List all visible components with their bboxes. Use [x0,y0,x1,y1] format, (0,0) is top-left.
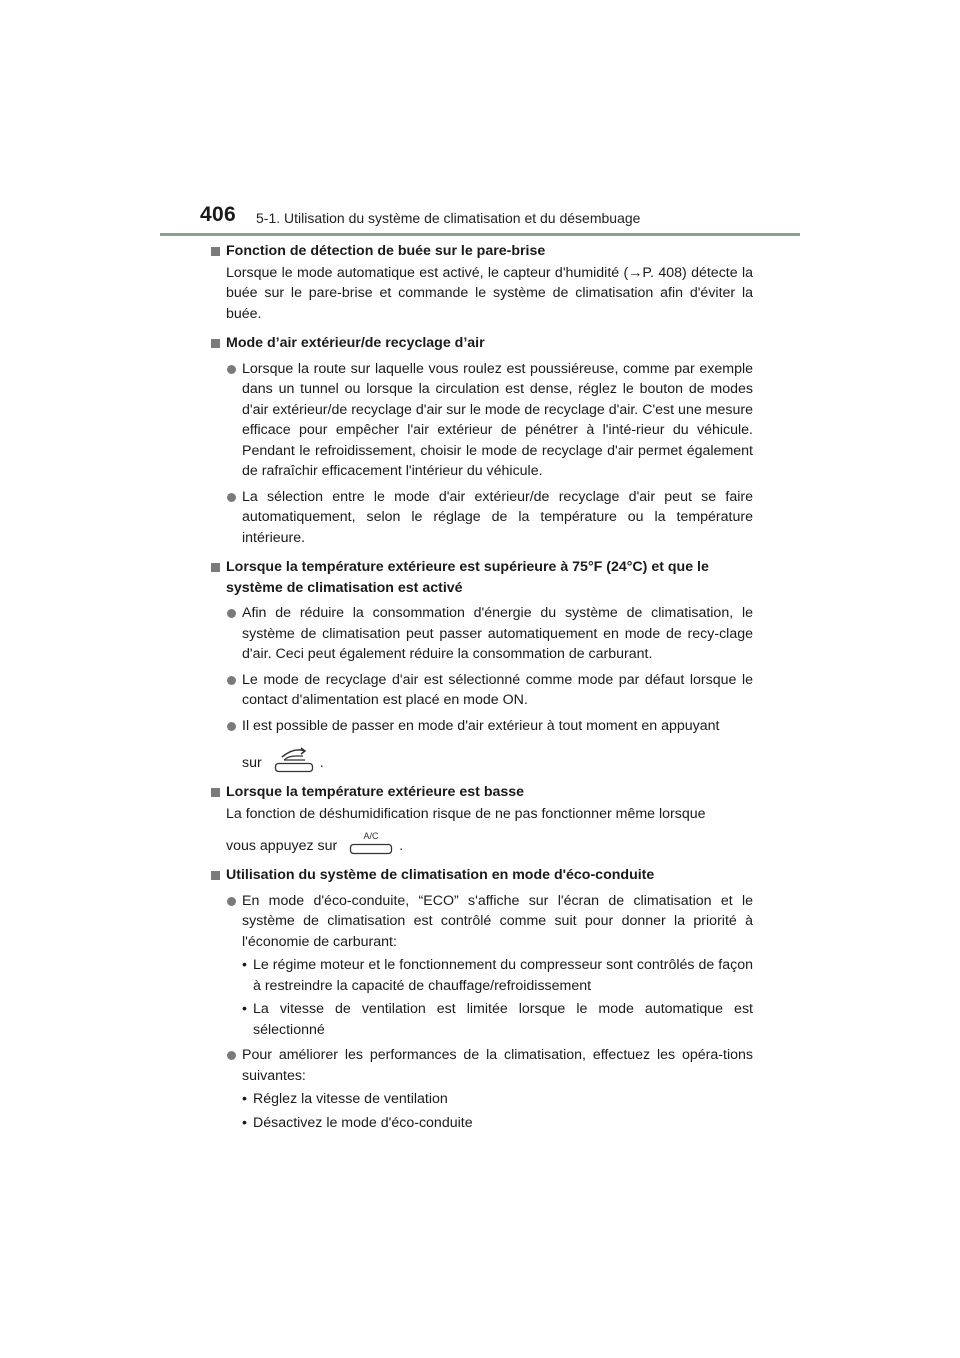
bullet-item: En mode d'éco-conduite, “ECO” s'affiche sur l'écran de climatisation et le système de climatisation est contrôlé comme suit pour donner la priorité à l'économie de carburant: [210,891,753,953]
bullet-item: Il est possible de passer en mode d'air extérieur à tout moment en appuyant sur . [210,716,753,774]
bullet-item: Le mode de recyclage d'air est sélectionné comme mode par défaut lorsque le contact d'alimentation est placé en mode ON. [210,670,753,711]
sub-bullet-item: • La vitesse de ventilation est limitée lorsque le mode automatique est sélectionné [242,1001,753,1038]
icon-line: vous appuyez sur A/C . [210,828,753,856]
paragraph: Lorsque le mode automatique est activé, le capteur d'humidité (→P. 408) détecte la buée sur le pare-brise et commande le système de climatisation afin d'éviter la buée. [226,264,753,322]
round-bullet-icon [227,722,236,731]
icon-line: sur . [242,745,753,773]
heading-low-temp: Lorsque la température extérieure est basse [210,782,753,803]
heading-eco-mode: Utilisation du système de climatisation en mode d'éco-conduite [210,865,753,886]
svg-text:A/C: A/C [363,831,379,841]
square-bullet-icon [211,788,220,797]
page-header [200,203,800,235]
square-bullet-icon [211,871,220,880]
square-bullet-icon [211,339,220,348]
outside-air-button-icon [274,745,314,773]
bullet-item: La sélection entre le mode d'air extérieur/de recyclage d'air peut se faire automatiquement, selon le réglage de la température ou la température intérieure. [210,487,753,549]
bullet-item: Lorsque la route sur laquelle vous roulez est poussiéreuse, comme par exemple dans un tunnel ou lorsque la circulation est dense, réglez le bouton de modes d'air extérieur/de recyclage d'air sur le mode de recyclage d'air. C'est une mesure efficace pour empêcher l'air extérieur de pénétrer à l'inté-rieur du véhicule. Pendant le refroidissement, choisir le mode de recyclage d'air permet également de rafraîchir efficacement l'intérieur du véhicule. [210,359,753,482]
sub-bullet-item: • Réglez la vitesse de ventilation [242,1091,448,1107]
sub-bullet-item: • Désactivez le mode d'éco-conduite [242,1114,473,1131]
page-content [210,241,753,1133]
round-bullet-icon [227,609,236,618]
sub-bullet-item: • Le régime moteur et le fonctionnement du compresseur sont contrôlés de façon à restreindre la capacité de chauffage/refroidissement [242,957,753,994]
round-bullet-icon [227,365,236,374]
round-bullet-icon [227,1051,236,1060]
heading-fog-detection: Fonction de détection de buée sur le pare-brise [210,241,753,262]
heading-air-mode: Mode d’air extérieur/de recyclage d’air [210,333,753,354]
round-bullet-icon [227,897,236,906]
section-title: 5-1. Utilisation du système de climatisation et du désembuage [256,210,641,226]
page-number: 406 [200,203,236,226]
square-bullet-icon [211,563,220,572]
square-bullet-icon [211,247,220,256]
round-bullet-icon [227,676,236,685]
bullet-item: Pour améliorer les performances de la climatisation, effectuez les opéra-tions suivantes: [210,1045,753,1086]
bullet-item: Afin de réduire la consommation d'énergie du système de climatisation, le système de climatisation peut passer automatiquement en mode de recy-clage d'air. Ceci peut également réduire la consommation de carburant. [210,603,753,665]
header-rule [160,233,800,236]
paragraph: La fonction de déshumidification risque de ne pas fonctionner même lorsque [226,805,706,822]
round-bullet-icon [227,493,236,502]
heading-high-temp: Lorsque la température extérieure est supérieure à 75°F (24°C) et que le système de climatisation est activé [210,557,753,598]
ac-button-icon [349,828,393,856]
